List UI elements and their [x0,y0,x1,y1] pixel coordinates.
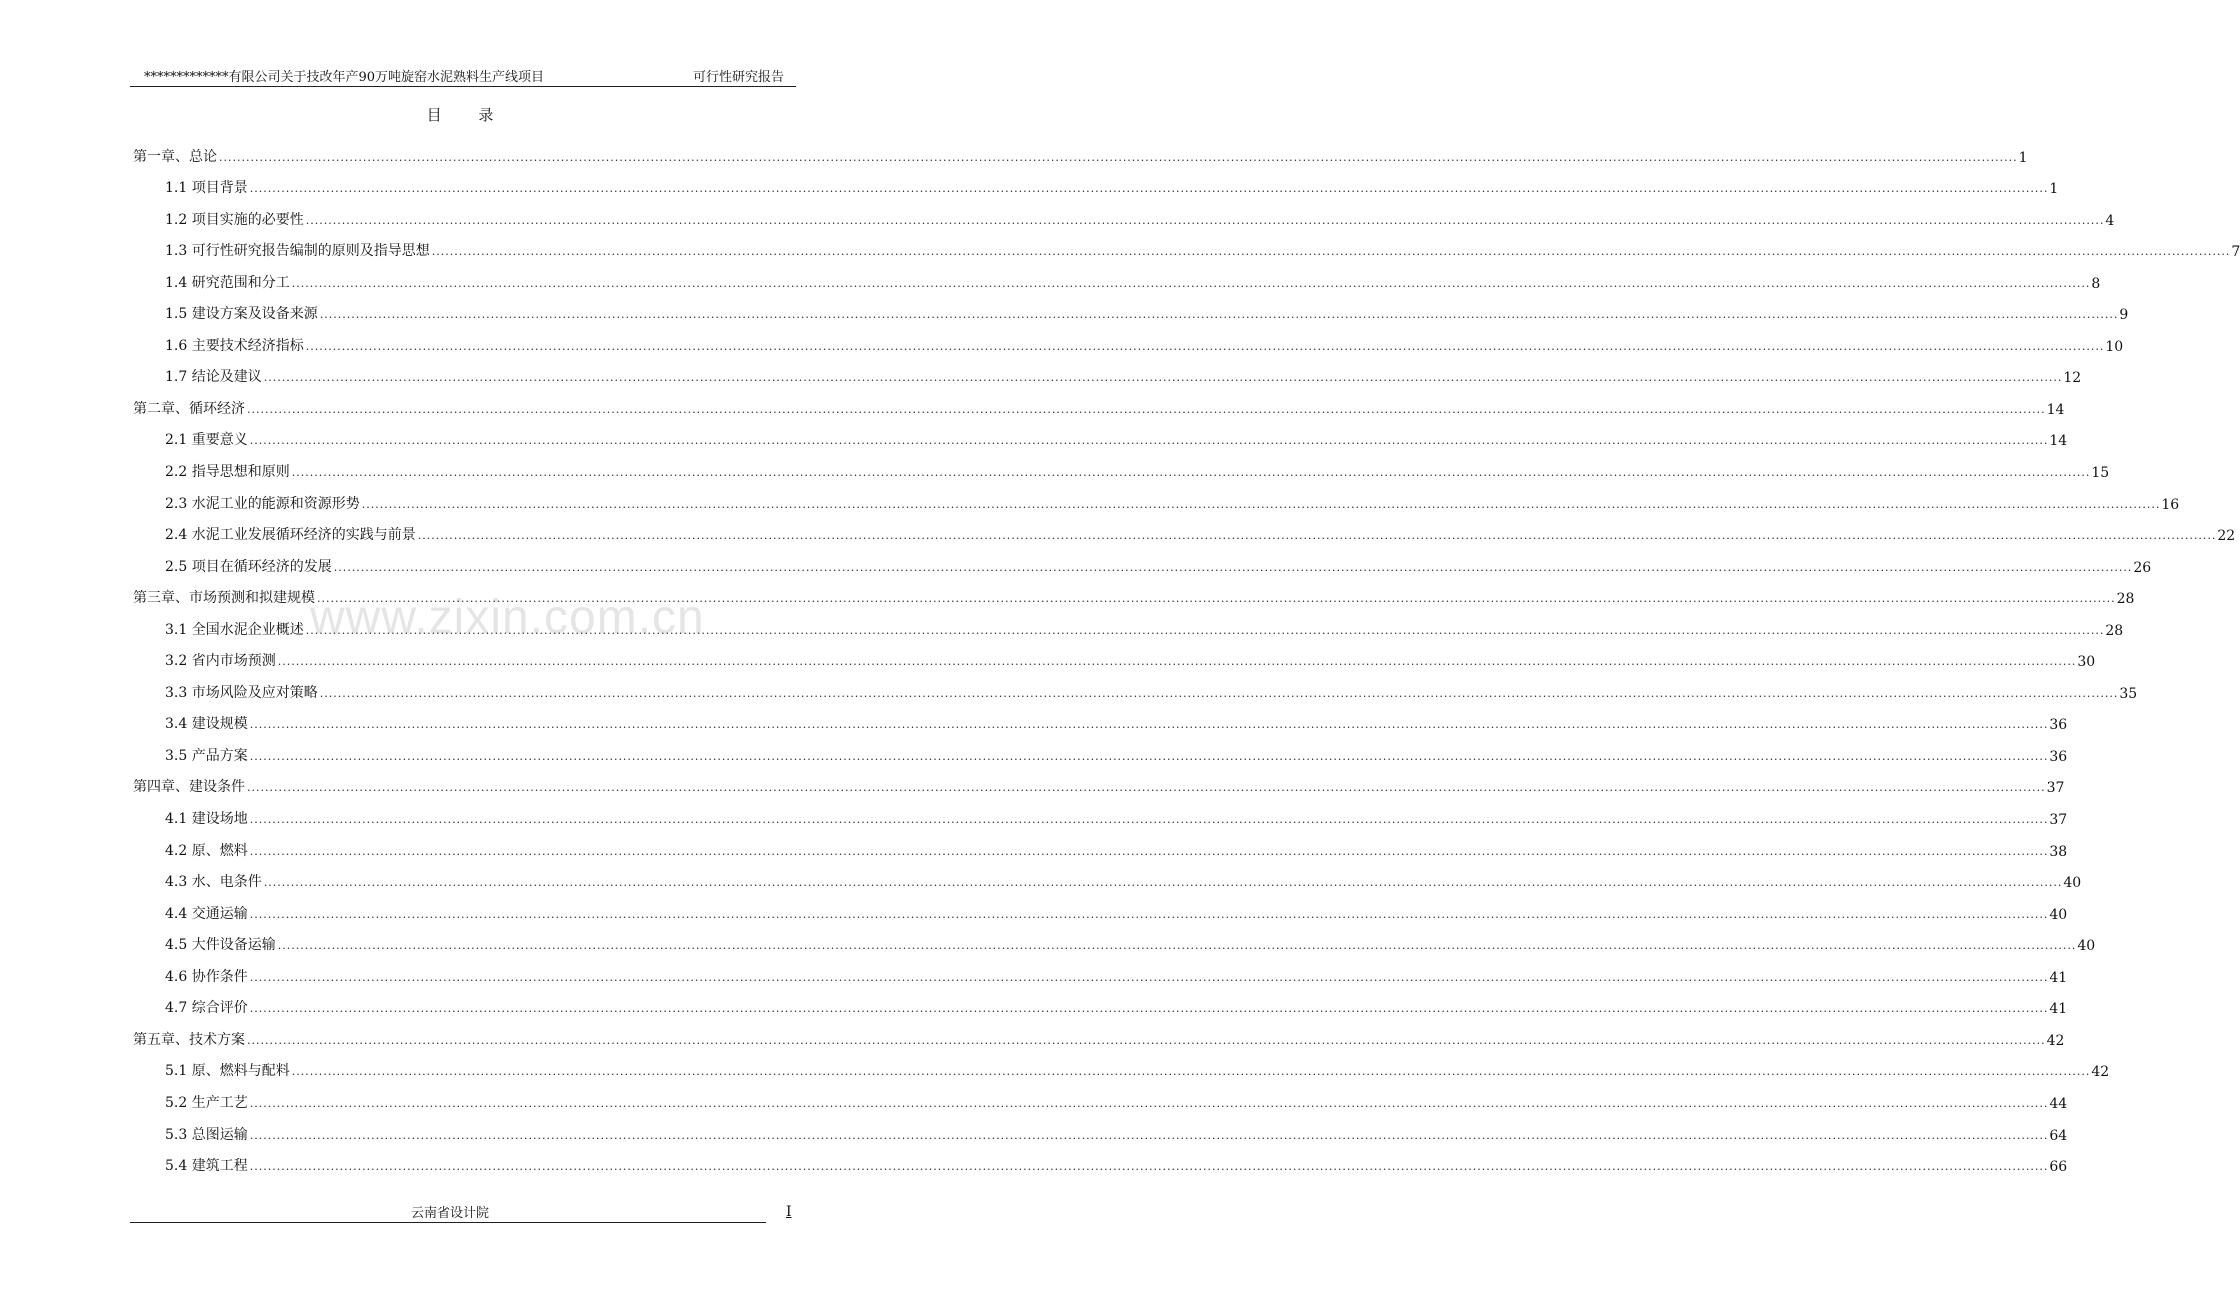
toc-entry-page: 10 [2105,338,2124,355]
toc-entry-label: 2.2 指导思想和原则 [165,464,290,481]
toc-section-entry[interactable] [133,639,2096,671]
toc-leader-dots: ................................................................................................................................................................................................................................................................................................................................................................................................................ [247,781,2046,795]
toc-section-entry[interactable] [133,733,2068,765]
toc-chapter-entry[interactable] [133,386,2065,418]
toc-section-entry[interactable] [133,860,2082,892]
toc-entry-page: 9 [2119,307,2129,324]
toc-entry-page: 7 [2231,244,2240,261]
toc-section-entry[interactable] [133,418,2068,450]
table-of-contents [133,134,2240,1176]
toc-entry-page: 12 [2063,370,2082,387]
toc-entry-page: 14 [2049,433,2068,450]
toc-entry-page: 64 [2049,1127,2068,1144]
toc-leader-dots: ................................................................................................................................................................................................................................................................................................................................................................................................................ [277,939,2077,953]
toc-entry-page: 66 [2049,1159,2068,1176]
toc-entry-page: 42 [2091,1064,2110,1081]
toc-entry-label: 3.2 省内市场预测 [165,653,276,670]
toc-leader-dots: ................................................................................................................................................................................................................................................................................................................................................................................................................ [305,213,2105,227]
footer-rule [130,1222,766,1223]
toc-entry-label: 4.2 原、燃料 [165,842,248,859]
toc-entry-label: 5.4 建筑工程 [165,1158,248,1175]
toc-entry-page: 42 [2046,1032,2065,1049]
footer-institute: 云南省设计院 [410,1206,489,1221]
toc-entry-page: 36 [2049,717,2068,734]
toc-entry-label: 第五章、技术方案 [133,1031,245,1048]
toc-section-entry[interactable] [133,260,2101,292]
toc-section-entry[interactable] [133,986,2068,1018]
toc-leader-dots: ................................................................................................................................................................................................................................................................................................................................................................................................................ [249,1128,2049,1142]
page-header [130,64,796,87]
toc-entry-label: 3.1 全国水泥企业概述 [165,621,304,638]
toc-leader-dots: ................................................................................................................................................................................................................................................................................................................................................................................................................ [249,1002,2049,1016]
toc-section-entry[interactable] [133,513,2236,545]
toc-entry-label: 4.5 大件设备运输 [165,937,276,954]
toc-leader-dots: ................................................................................................................................................................................................................................................................................................................................................................................................................ [305,339,2105,353]
toc-entry-label: 3.4 建设规模 [165,716,248,733]
toc-chapter-entry[interactable] [133,765,2065,797]
toc-entry-label: 2.3 水泥工业的能源和资源形势 [165,495,360,512]
toc-entry-label: 4.6 协作条件 [165,968,248,985]
watermark: www.zixin.com.cn [310,591,705,644]
toc-section-entry[interactable] [133,449,2110,482]
toc-leader-dots: ................................................................................................................................................................................................................................................................................................................................................................................................................ [247,1033,2046,1047]
toc-entry-page: 36 [2049,748,2068,765]
toc-leader-dots: ................................................................................................................................................................................................................................................................................................................................................................................................................ [249,970,2049,984]
toc-entry-label: 5.1 原、燃料与配料 [165,1063,290,1080]
toc-entry-label: 第四章、建设条件 [133,779,245,796]
toc-title: 目 录 [426,106,510,124]
toc-chapter-entry[interactable] [133,134,2028,166]
toc-entry-page: 1 [2049,181,2059,198]
toc-leader-dots: ................................................................................................................................................................................................................................................................................................................................................................................................................ [249,907,2049,921]
toc-entry-page: 26 [2133,559,2152,576]
toc-leader-dots: ................................................................................................................................................................................................................................................................................................................................................................................................................ [431,245,2231,259]
toc-entry-label: 1.4 研究范围和分工 [165,274,290,291]
toc-leader-dots: ................................................................................................................................................................................................................................................................................................................................................................................................................ [277,655,2077,669]
toc-section-entry[interactable] [133,923,2096,955]
toc-chapter-entry[interactable] [133,1017,2065,1049]
toc-entry-label: 4.1 建设场地 [165,811,248,828]
toc-leader-dots: ................................................................................................................................................................................................................................................................................................................................................................................................................ [361,497,2161,511]
toc-entry-label: 1.1 项目背景 [165,180,248,197]
toc-section-entry[interactable] [133,292,2129,324]
toc-entry-page: 37 [2049,812,2068,829]
toc-entry-label: 4.4 交通运输 [165,905,248,922]
toc-entry-page: 8 [2091,275,2101,292]
toc-section-entry[interactable] [133,229,2240,261]
toc-entry-page: 30 [2077,654,2096,671]
toc-entry-page: 44 [2049,1095,2068,1112]
toc-entry-label: 2.1 重要意义 [165,432,248,449]
toc-entry-label: 第一章、总论 [133,148,217,165]
toc-entry-label: 1.6 主要技术经济指标 [165,337,304,354]
toc-entry-label: 4.7 综合评价 [165,1000,248,1017]
toc-leader-dots: ................................................................................................................................................................................................................................................................................................................................................................................................................ [219,150,2018,164]
toc-leader-dots: ................................................................................................................................................................................................................................................................................................................................................................................................................ [291,466,2091,480]
toc-entry-label: 1.3 可行性研究报告编制的原则及指导思想 [165,243,430,260]
toc-entry-page: 22 [2217,528,2236,545]
toc-leader-dots: ................................................................................................................................................................................................................................................................................................................................................................................................................ [305,623,2105,637]
toc-leader-dots: ................................................................................................................................................................................................................................................................................................................................................................................................................ [249,749,2049,763]
toc-entry-page: 40 [2077,938,2096,955]
toc-leader-dots: ................................................................................................................................................................................................................................................................................................................................................................................................................ [249,718,2049,732]
toc-section-entry[interactable] [133,323,2124,355]
toc-entry-page: 35 [2119,685,2138,702]
toc-entry-label: 2.5 项目在循环经济的发展 [165,558,332,575]
toc-entry-page: 15 [2091,465,2110,482]
toc-entry-page: 28 [2116,591,2135,608]
toc-section-entry[interactable] [133,166,2059,198]
toc-entry-page: 37 [2046,780,2065,797]
toc-section-entry[interactable] [133,481,2180,513]
toc-section-entry[interactable] [133,1049,2110,1081]
toc-entry-page: 38 [2049,843,2068,860]
toc-leader-dots: ................................................................................................................................................................................................................................................................................................................................................................................................................ [249,1160,2049,1174]
toc-section-entry[interactable] [133,670,2138,702]
toc-entry-page: 41 [2049,1001,2068,1018]
toc-entry-page: 1 [2018,149,2028,166]
toc-section-entry[interactable] [133,197,2115,229]
header-project-title: *************有限公司关于技改年产90万吨旋窑水泥熟料生产线项目 [144,70,545,85]
toc-entry-page: 40 [2063,875,2082,892]
toc-leader-dots: ................................................................................................................................................................................................................................................................................................................................................................................................................ [249,813,2049,827]
toc-section-entry[interactable] [133,1080,2068,1112]
toc-section-entry[interactable] [133,607,2124,639]
toc-entry-label: 2.4 水泥工业发展循环经济的实践与前景 [165,527,416,544]
toc-entry-label: 4.3 水、电条件 [165,874,262,891]
toc-entry-page: 40 [2049,906,2068,923]
toc-section-entry[interactable] [133,702,2068,734]
toc-leader-dots: ................................................................................................................................................................................................................................................................................................................................................................................................................ [417,529,2217,543]
toc-section-entry[interactable] [133,1144,2068,1176]
toc-leader-dots: ................................................................................................................................................................................................................................................................................................................................................................................................................ [319,308,2119,322]
toc-leader-dots: ................................................................................................................................................................................................................................................................................................................................................................................................................ [249,434,2049,448]
toc-leader-dots: ................................................................................................................................................................................................................................................................................................................................................................................................................ [291,276,2091,290]
toc-leader-dots: ................................................................................................................................................................................................................................................................................................................................................................................................................ [291,1065,2091,1079]
toc-entry-label: 1.7 结论及建议 [165,369,262,386]
toc-entry-label: 1.5 建设方案及设备来源 [165,306,318,323]
toc-leader-dots: ................................................................................................................................................................................................................................................................................................................................................................................................................ [317,592,2116,606]
toc-leader-dots: ................................................................................................................................................................................................................................................................................................................................................................................................................ [249,1096,2049,1110]
toc-section-entry[interactable] [133,1112,2068,1144]
toc-leader-dots: ................................................................................................................................................................................................................................................................................................................................................................................................................ [247,402,2046,416]
toc-section-entry[interactable] [133,544,2152,576]
toc-leader-dots: ................................................................................................................................................................................................................................................................................................................................................................................................................ [319,686,2119,700]
toc-entry-label: 第二章、循环经济 [133,400,245,417]
toc-entry-label: 3.3 市场风险及应对策略 [165,684,318,701]
toc-leader-dots: ................................................................................................................................................................................................................................................................................................................................................................................................................ [263,371,2063,385]
toc-entry-page: 14 [2046,401,2065,418]
toc-section-entry[interactable] [133,355,2082,387]
toc-section-entry[interactable] [133,891,2068,923]
header-report-type: 可行性研究报告 [692,70,784,85]
toc-leader-dots: ................................................................................................................................................................................................................................................................................................................................................................................................................ [249,182,2049,196]
toc-section-entry[interactable] [133,954,2068,986]
toc-leader-dots: ................................................................................................................................................................................................................................................................................................................................................................................................................ [333,560,2133,574]
toc-section-entry[interactable] [133,796,2068,829]
toc-entry-label: 第三章、市场预测和拟建规模 [133,590,315,607]
footer-page-number: I [786,1204,792,1220]
toc-entry-label: 3.5 产品方案 [165,747,248,764]
toc-leader-dots: ................................................................................................................................................................................................................................................................................................................................................................................................................ [249,844,2049,858]
toc-entry-label: 5.3 总图运输 [165,1126,248,1143]
toc-entry-label: 5.2 生产工艺 [165,1094,248,1111]
toc-chapter-entry[interactable] [133,576,2135,608]
toc-entry-page: 41 [2049,969,2068,986]
toc-entry-label: 1.2 项目实施的必要性 [165,211,304,228]
toc-leader-dots: ................................................................................................................................................................................................................................................................................................................................................................................................................ [263,876,2063,890]
toc-entry-page: 4 [2105,212,2115,229]
toc-entry-page: 28 [2105,622,2124,639]
toc-section-entry[interactable] [133,828,2068,860]
toc-entry-page: 16 [2161,496,2180,513]
